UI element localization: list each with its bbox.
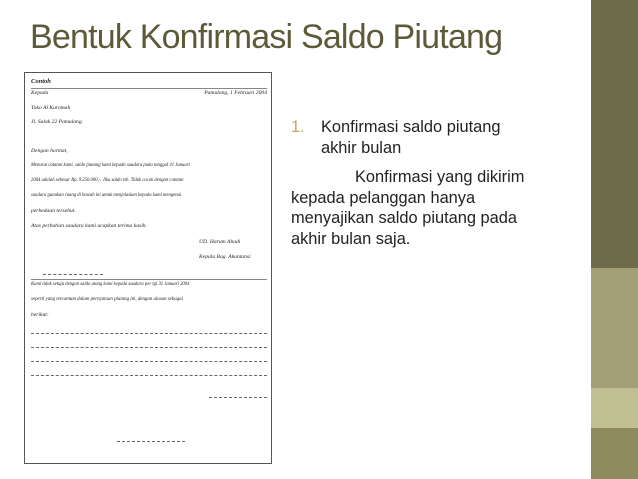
doc-to-label: Kepada <box>31 90 49 96</box>
confirmation-letter-image <box>24 72 272 464</box>
bullet-item <box>291 117 591 138</box>
doc-signature-line <box>117 441 185 442</box>
doc-reply-line: seperti yang tercantum dalam pernyataan piutang ini, dengan alasan sebagai <box>31 297 183 302</box>
doc-answer-line <box>31 333 267 334</box>
doc-signer-title: Kepala Bag. Akuntansi <box>199 254 251 260</box>
bullet-line: Konfirmasi saldo piutang <box>321 118 501 136</box>
doc-body-line: saudara gunakan ruang di bawah ini untuk menjelaskan kepada kami mengenai <box>31 193 182 198</box>
doc-dash-line <box>43 274 103 275</box>
doc-answer-line <box>31 361 267 362</box>
slide-title: Bentuk Konfirmasi Saldo Piutang <box>30 18 503 56</box>
doc-signature-line <box>209 397 267 398</box>
doc-place-date: Pamulang, 1 Februari 2004 <box>204 90 267 96</box>
doc-divider <box>31 279 267 280</box>
doc-thanks: Atas perhatian saudara kami ucapkan terima kasih. <box>31 223 147 229</box>
doc-answer-line <box>31 347 267 348</box>
doc-body-line: perbedaan tersebut. <box>31 208 76 214</box>
doc-reply-line: berikut: <box>31 312 49 318</box>
paragraph-line: menyajikan saldo piutang pada <box>291 209 517 227</box>
doc-answer-line <box>31 375 267 376</box>
doc-heading: Contoh <box>31 78 51 85</box>
doc-address: Jl. Salak 22 Pamulang. <box>31 119 84 125</box>
doc-body-line: 2004 adalah sebesar Rp. 9.250.000,-. Jika saldo tsb. Tidak cocok dengan catatan <box>31 178 184 183</box>
paragraph-line: Konfirmasi yang dikirim <box>355 168 525 186</box>
bullet-number: 1. <box>291 118 305 136</box>
bullet-line: akhir bulan <box>321 138 402 157</box>
paragraph-line: akhir bulan saja. <box>291 229 411 248</box>
paragraph-line: kepada pelanggan hanya <box>291 188 476 207</box>
doc-divider <box>31 88 267 89</box>
decorative-stripe-mid <box>591 268 638 388</box>
doc-signer-company: UD. Harum Abadi <box>199 239 241 245</box>
decorative-stripe-light <box>591 388 638 428</box>
decorative-stripe-dark <box>591 0 638 268</box>
doc-recipient: Toko Al Karomah <box>31 105 71 111</box>
doc-reply-line: Kami tidak setuju dengan saldo utang kami kepada saudara per tgl 31 Januari 2004 <box>31 282 190 287</box>
bullet-list <box>291 117 591 249</box>
decorative-stripe-bottom <box>591 428 638 479</box>
doc-greeting: Dengan hormat, <box>31 148 68 154</box>
doc-body-line: Menurut catatan kami, saldo piutang kami kepada saudara pada tanggal 31 Januari <box>31 163 190 168</box>
